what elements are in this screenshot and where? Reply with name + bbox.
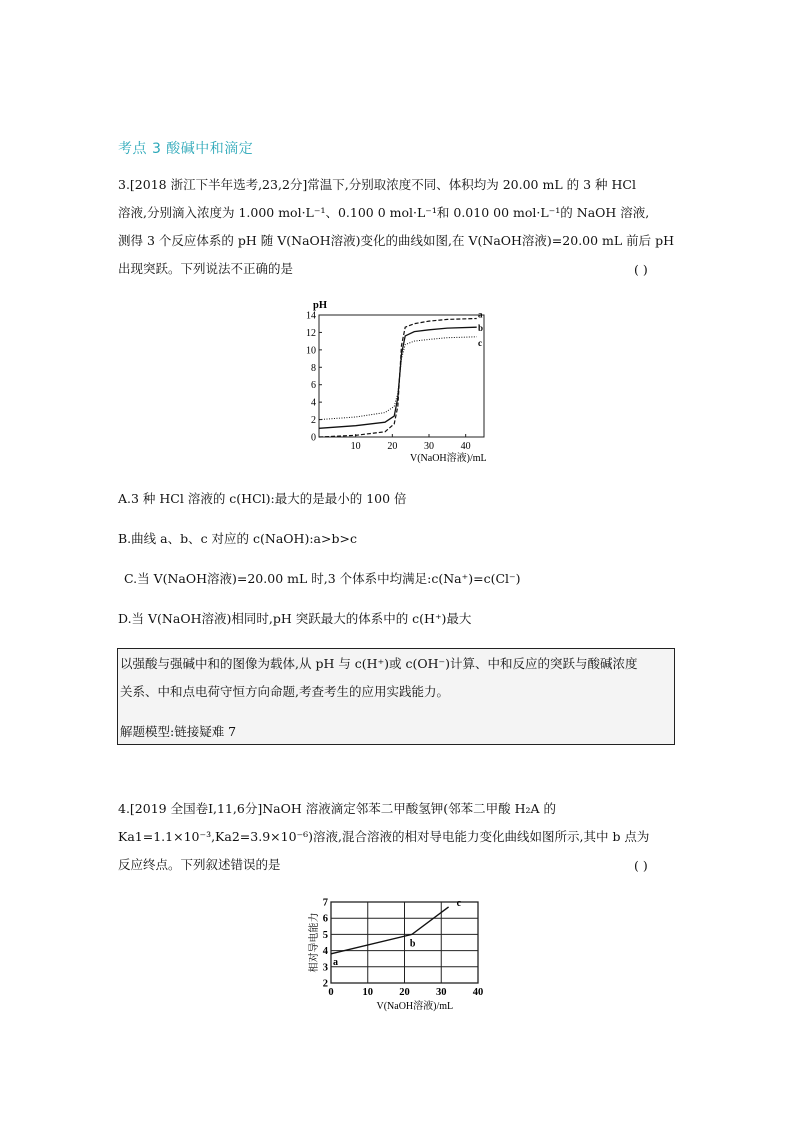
q3-stem-line-4: 出现突跃。下列说法不正确的是 <box>118 261 294 276</box>
option-a: A.3 种 HCl 溶液的 c(HCl):最大的是最小的 100 倍 <box>118 491 407 506</box>
y-tick-label: 14 <box>306 310 316 322</box>
solution-model: 解题模型:链接疑难 7 <box>120 724 237 739</box>
analysis-line-1: 以强酸与强碱中和的图像为载体,从 pH 与 c(H⁺)或 c(OH⁻)计算、中和反应的突跃与酸碱浓度 <box>120 656 638 671</box>
q4-stem-line-3: 反应终点。下列叙述错误的是 <box>118 857 281 872</box>
x-tick-label: 40 <box>460 441 471 452</box>
x-tick-label: 0 <box>328 987 334 998</box>
y-tick-label: 2 <box>311 415 316 427</box>
point-label-b: b <box>409 938 416 950</box>
y-tick-label: 12 <box>306 327 316 339</box>
q4-answer-paren: ( ) <box>634 858 648 873</box>
series-a-label: a <box>478 309 483 320</box>
series-c-label: c <box>478 337 482 348</box>
analysis-line-2: 关系、中和点电荷守恒方向命题,考查考生的应用实践能力。 <box>120 684 449 699</box>
series-c-line <box>319 337 477 420</box>
y-tick-label: 2 <box>322 978 328 990</box>
series-a-line <box>319 319 477 438</box>
y-tick-label: 3 <box>322 962 328 974</box>
x-axis-label: V(NaOH溶液)/mL <box>410 453 487 464</box>
analysis-box <box>117 648 675 745</box>
x-tick-label: 30 <box>424 441 434 452</box>
q3-stem-line-2: 溶液,分别滴入浓度为 1.000 mol·L⁻¹、0.100 0 mol·L⁻¹和 0.010 00 mol·L⁻¹的 NaOH 溶液, <box>118 205 650 220</box>
y-axis-label: 相对导电能力 <box>309 912 320 973</box>
ph-chart-frame <box>319 315 484 437</box>
q4-stem-line-1: 4.[2019 全国卷Ⅰ,11,6分]NaOH 溶液滴定邻苯二甲酸氢钾(邻苯二甲酸 H₂A 的 <box>118 801 556 816</box>
option-d: D.当 V(NaOH溶液)相同时,pH 突跃最大的体系中的 c(H⁺)最大 <box>118 611 472 626</box>
conductivity-chart <box>300 890 500 1020</box>
y-tick-label: 6 <box>311 380 316 392</box>
ph-chart-plot-area <box>319 315 484 437</box>
y-axis-label: pH <box>313 300 328 311</box>
point-label-c: c <box>456 897 462 909</box>
ph-titration-chart <box>300 292 500 467</box>
q3-answer-paren: ( ) <box>634 262 648 277</box>
x-tick-label: 10 <box>362 987 373 998</box>
x-axis-label: V(NaOH溶液)/mL <box>376 1001 454 1012</box>
series-b-label: b <box>478 323 484 334</box>
option-c: C.当 V(NaOH溶液)=20.00 mL 时,3 个体系中均满足:c(Na⁺)=c(Cl⁻) <box>124 571 521 586</box>
option-b: B.曲线 a、b、c 对应的 c(NaOH):a>b>c <box>118 531 357 546</box>
series-b-line <box>319 327 477 428</box>
y-tick-label: 4 <box>311 397 316 409</box>
x-tick-label: 10 <box>350 441 361 452</box>
y-tick-label: 7 <box>322 897 328 909</box>
q4-stem-line-2: Ka1=1.1×10⁻³,Ka2=3.9×10⁻⁶)溶液,混合溶液的相对导电能力变化曲线如图所示,其中 b 点为 <box>118 829 650 844</box>
y-tick-label: 4 <box>322 946 328 958</box>
section-title: 考点 3 酸碱中和滴定 <box>118 141 254 157</box>
y-tick-label: 0 <box>311 432 316 444</box>
q3-stem-line-3: 测得 3 个反应体系的 pH 随 V(NaOH溶液)变化的曲线如图,在 V(NaOH溶液)=20.00 mL 前后 pH <box>118 233 675 248</box>
y-tick-label: 10 <box>306 345 316 357</box>
y-tick-label: 5 <box>322 929 328 941</box>
x-tick-label: 40 <box>472 987 484 998</box>
x-tick-label: 30 <box>436 987 447 998</box>
q3-stem-line-1: 3.[2018 浙江下半年选考,23,2分]常温下,分别取浓度不同、体积均为 20.00 mL 的 3 种 HCl <box>118 177 636 192</box>
y-tick-label: 8 <box>311 362 316 374</box>
conductivity-chart-plot-area <box>331 902 478 983</box>
x-tick-label: 20 <box>399 987 410 998</box>
y-tick-label: 6 <box>322 913 328 925</box>
x-tick-label: 20 <box>387 441 398 452</box>
conductivity-line <box>331 907 449 954</box>
point-label-a: a <box>333 956 338 968</box>
